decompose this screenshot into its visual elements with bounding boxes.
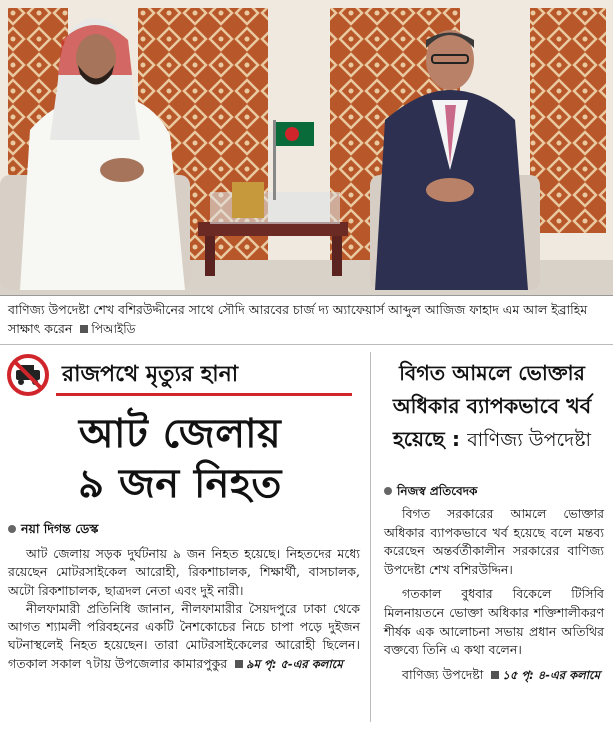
headline-line-3 — [376, 423, 608, 457]
paragraph-3-text: বাণিজ্য উপদেষ্টা — [402, 666, 484, 682]
paragraph-2 — [8, 600, 360, 673]
dateline — [384, 483, 477, 503]
road-accident-story — [0, 345, 370, 729]
caption-text: বাণিজ্য উপদেষ্টা শেখ বশিরউদ্দীনের সাথে সৌদি আরবের চার্জ দ্য অ্যাফেয়ার্স আব্দুল আজিজ ফাহাদ এম আল ইব্রাহিম সাক্ষাৎ করেন — [8, 302, 588, 336]
column-divider — [370, 352, 371, 722]
headline-main-end: হয়েছে : — [392, 427, 461, 451]
jump-square-icon — [235, 660, 243, 668]
bilateral-meeting-photo-icon — [0, 0, 613, 296]
headline-line-1: বিগত আমলে ভোক্তার — [399, 361, 585, 385]
paragraph-3 — [384, 666, 604, 685]
headline — [0, 409, 360, 509]
continued-link[interactable]: ১৫ পৃ: ৪-এর কলামে — [502, 667, 601, 682]
news-photo — [0, 0, 613, 296]
dateline-text: নয়া দিগন্ত ডেস্ক — [21, 521, 99, 536]
bullet-icon — [8, 525, 16, 533]
jump-square-icon — [491, 671, 499, 679]
paragraph-2-text: নীলফামারী প্রতিনিধি জানান, নীলফামারীর সৈয়দপুরে ঢাকা থেকে আগত শ্যামলী পরিবহনের একটি নৈশকোচের নিচে চাপা পড়ে দুইজন ঘটনাস্থলেই নিহত হয়েছেন। তারা মোটরসাইকেলের আরোহী ছিলেন। গতকাল সকাল ৭টায় উপজেলার কামারপুকুর — [8, 600, 360, 671]
dateline-text: নিজস্ব প্রতিবেদক — [397, 484, 478, 498]
series-banner — [6, 351, 356, 397]
dateline — [8, 521, 98, 541]
paragraph-1: বিগত সরকারের আমলে ভোক্তার অধিকার ব্যাপকভাবে খর্ব হয়েছে বলে মন্তব্য করেছেন অন্তর্বর্তীকালীন সরকারের বাণিজ্য উপদেষ্টা শেখ বশিরউদ্দিন। — [384, 506, 604, 577]
headline-line-1: আট জেলায় — [78, 411, 282, 457]
headline-sub: বাণিজ্য উপদেষ্টা — [467, 429, 591, 451]
headline-line-2: ৯ জন নিহত — [78, 461, 282, 507]
headline-line-2: অধিকার ব্যাপকভাবে খর্ব — [392, 394, 592, 418]
no-accident-logo-icon — [6, 353, 50, 397]
photo-caption — [8, 300, 608, 339]
headline — [376, 357, 608, 457]
story-body — [8, 545, 360, 673]
caption-agency: পিআইডি — [91, 322, 136, 336]
story-body — [384, 505, 604, 690]
series-title: রাজপথে মৃত্যুর হানা — [62, 362, 239, 387]
paragraph-2: গতকাল বুধবার বিকেলে টিসিবি মিলনায়তনে ভোক্তা অধিকার শক্তিশালীকরণ শীর্ষক এক আলোচনা সভায় প্রধান অতিথির বক্তব্যে তিনি এ কথা বলেন। — [384, 586, 604, 658]
series-red-rule — [56, 393, 352, 396]
consumer-rights-story — [376, 345, 608, 729]
paragraph-1: আট জেলায় সড়ক দুর্ঘটনায় ৯ জন নিহত হয়েছে। নিহতদের মধ্যে রয়েছেন মোটরসাইকেল আরোহী, রিকশাচালক, শিক্ষার্থী, বাসচালক, অটো রিকশাচালক, ছাত্রদল নেতা এবং দুই নারী। — [8, 546, 360, 598]
bullet-icon — [384, 487, 392, 495]
caption-square-icon — [80, 325, 88, 333]
continued-link[interactable]: ৯ম পৃ: ৫-এর কলামে — [246, 656, 343, 671]
